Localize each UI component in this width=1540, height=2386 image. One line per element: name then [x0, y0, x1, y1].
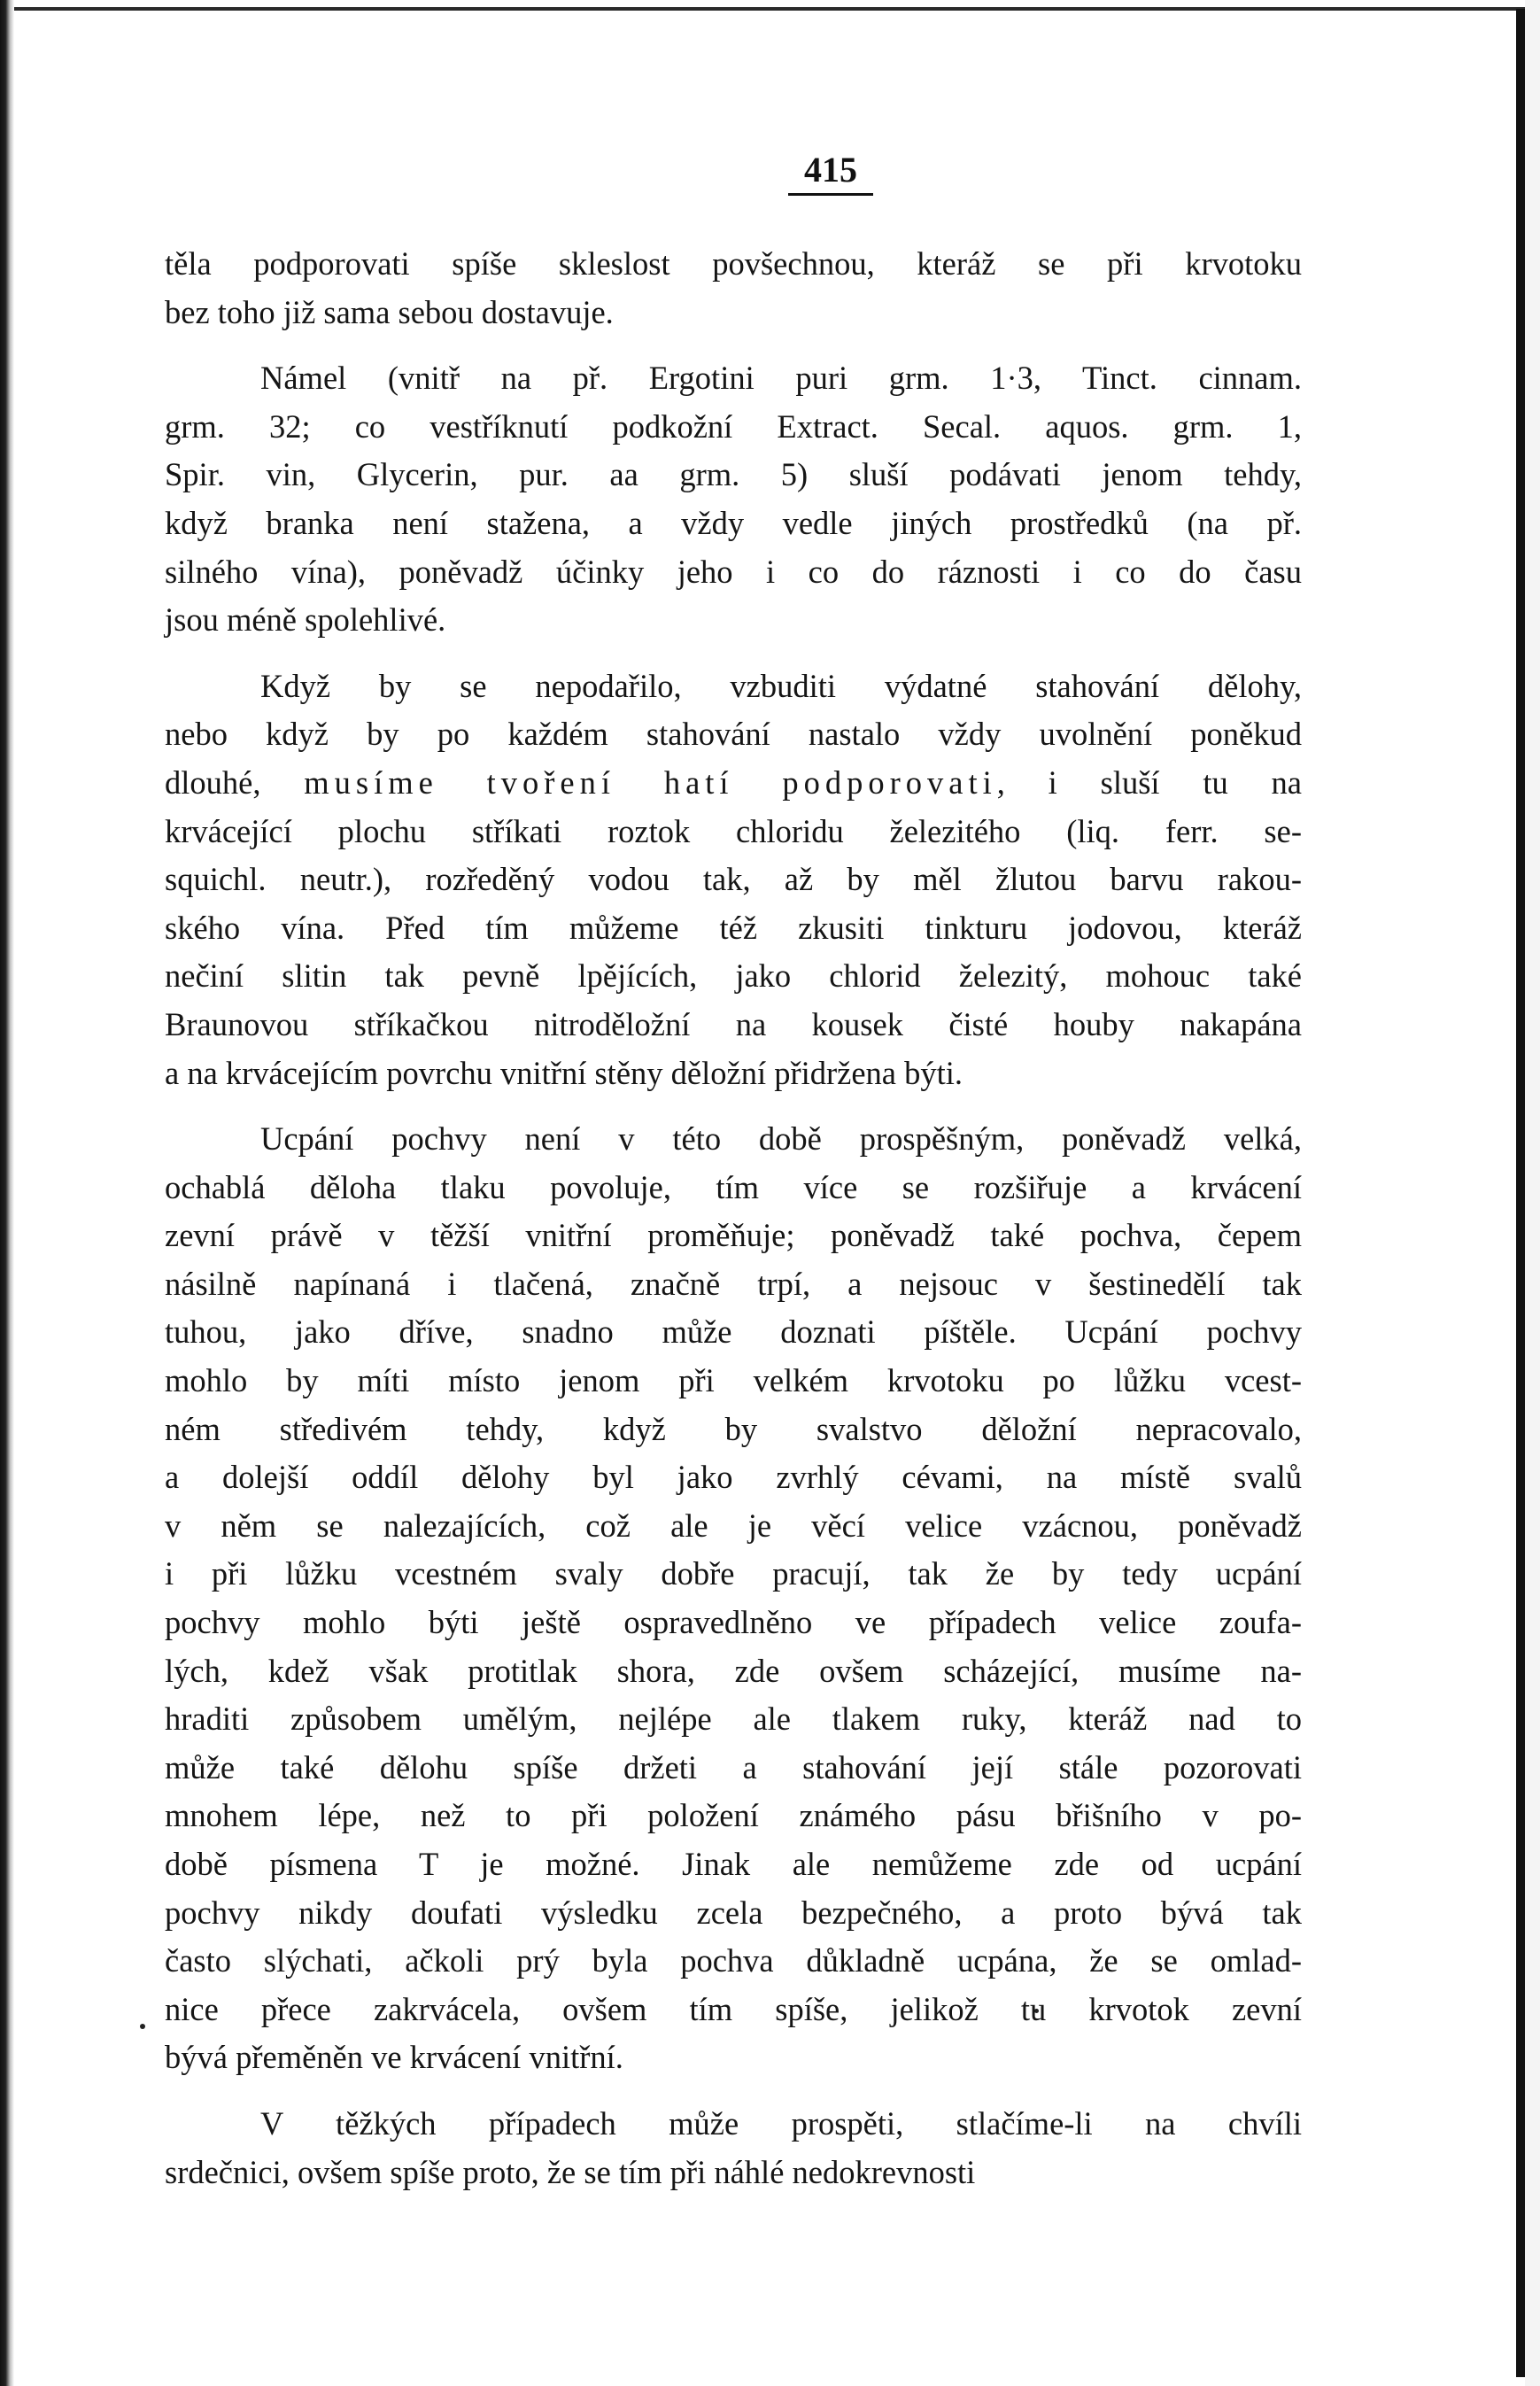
text-line: a na krvácejícím povrchu vnitřní stěny děložní přidržena býti.: [165, 1054, 963, 1091]
text-line: srdečnici, ovšem spíše proto, že se tím při náhlé nedokrevnosti: [165, 2153, 976, 2190]
text-line: krvácející plochu stříkati roztok chloridu železitého (liq. ferr. se-: [165, 812, 1302, 849]
text-line: hraditi způsobem umělým, nejlépe ale tlakem ruky, kteráž nad to: [165, 1700, 1302, 1738]
text-line: ochablá děloha tlaku povoluje, tím více se rozšiřuje a krvácení: [165, 1168, 1302, 1205]
left-scan-edge: [0, 0, 14, 2386]
text-line: ném středivém tehdy, když by svalstvo děložní nepracovalo,: [165, 1410, 1302, 1447]
paragraph: [165, 240, 1302, 337]
text-line: nečiní slitin tak pevně lpějících, jako chlorid železitý, mohouc také: [165, 957, 1302, 995]
paragraph: [165, 1115, 1302, 2082]
text-line: mohlo by míti místo jenom při velkém krvotoku po lůžku vcest-: [165, 1362, 1302, 1399]
text-line: jsou méně spolehlivé.: [165, 601, 446, 639]
text-line: pochvy nikdy doufati výsledku zcela bezpečného, a proto bývá tak: [165, 1894, 1302, 1931]
page-number: [360, 149, 1302, 196]
text-line: nice přece zakrvácela, ovšem tím spíše, jelikož tu krvotok zevní: [165, 1990, 1302, 2027]
emphasis-spaced: musíme tvoření hatí podporovati: [304, 763, 997, 801]
text-segment: , i sluší tu na: [996, 763, 1302, 801]
text-line: Když by se nepodařilo, vzbuditi výdatné stahování dělohy,: [260, 667, 1302, 704]
text-line: bez toho již sama sebou dostavuje.: [165, 293, 614, 330]
right-scan-margin: [1525, 0, 1540, 2386]
text-line: squichl. neutr.), rozředěný vodou tak, až by měl žlutou barvu rakou-: [165, 861, 1302, 898]
paragraph: [165, 662, 1302, 1097]
text-line: grm. 32; co vestříknutí podkožní Extract. Secal. aquos. grm. 1,: [165, 407, 1302, 445]
text-body: [165, 240, 1302, 2196]
text-line: může také dělohu spíše držeti a stahování její stále pozorovati: [165, 1748, 1302, 1786]
text-line: Braunovou stříkačkou nitroděložní na kousek čisté houby nakapána: [165, 1005, 1302, 1042]
text-line: [165, 759, 1302, 808]
text-line: Ucpání pochvy není v této době prospěšným, poněvadž velká,: [260, 1120, 1302, 1158]
text-line: době písmena T je možné. Jinak ale nemůžeme zde od ucpání: [165, 1846, 1302, 1882]
text-line: pochvy mohlo býti ještě ospravedlněno ve případech velice zoufa-: [165, 1604, 1302, 1641]
text-line: Spir. vin, Glycerin, pur. aa grm. 5) sluší podávati jenom tehdy,: [165, 456, 1302, 493]
text-line: bývá přeměněn ve krvácení vnitřní.: [165, 2039, 623, 2076]
text-line: často slýchati, ačkoli prý byla pochva důkladně ucpána, že se omlad-: [165, 1942, 1302, 1979]
text-line: zevní právě v těžší vnitřní proměňuje; poněvadž také pochva, čepem: [165, 1217, 1302, 1254]
text-line: V těžkých případech může prospěti, stlačíme-li na chvíli: [260, 2104, 1302, 2142]
stray-ink-dot: [140, 2024, 145, 2029]
right-scan-border: [1516, 9, 1525, 2377]
text-line: nebo když by po každém stahování nastalo vždy uvolnění poněkud: [165, 716, 1302, 753]
text-line: ského vína. Před tím můžeme též zkusiti tinkturu jodovou, kteráž: [165, 909, 1302, 946]
text-line: lých, kdež však protitlak shora, zde ovšem scházející, musíme na-: [165, 1652, 1302, 1689]
page-content: [165, 149, 1302, 2214]
text-line: a dolejší oddíl dělohy byl jako zvrhlý cévami, na místě svalů: [165, 1459, 1302, 1496]
text-line: tuhou, jako dříve, snadno může doznati píštěle. Ucpání pochvy: [165, 1313, 1302, 1351]
text-line: když branka není stažena, a vždy vedle jiných prostředků (na př.: [165, 504, 1302, 541]
text-segment: dlouhé,: [165, 763, 305, 801]
page-number-text: 415: [788, 149, 873, 196]
text-line: v něm se nalezajících, což ale je věcí velice vzácnou, poněvadž: [165, 1507, 1302, 1544]
text-line: silného vína), poněvadž účinky jeho i co do ráznosti i co do času: [165, 553, 1302, 590]
top-scan-border: [14, 7, 1525, 11]
text-line: i při lůžku vcestném svaly dobře pracují, tak že by tedy ucpání: [165, 1555, 1302, 1592]
text-line: těla podporovati spíše skleslost povšechnou, kteráž se při krvotoku: [165, 245, 1302, 282]
text-line: Námel (vnitř na př. Ergotini puri grm. 1·3, Tinct. cinnam.: [260, 360, 1302, 397]
paragraph: [165, 2100, 1302, 2196]
paragraph: [165, 354, 1302, 645]
text-line: mnohem lépe, než to při položení známého pásu břišního v po-: [165, 1797, 1302, 1834]
text-line: násilně napínaná i tlačená, značně trpí, a nejsouc v šestinedělí tak: [165, 1265, 1302, 1302]
